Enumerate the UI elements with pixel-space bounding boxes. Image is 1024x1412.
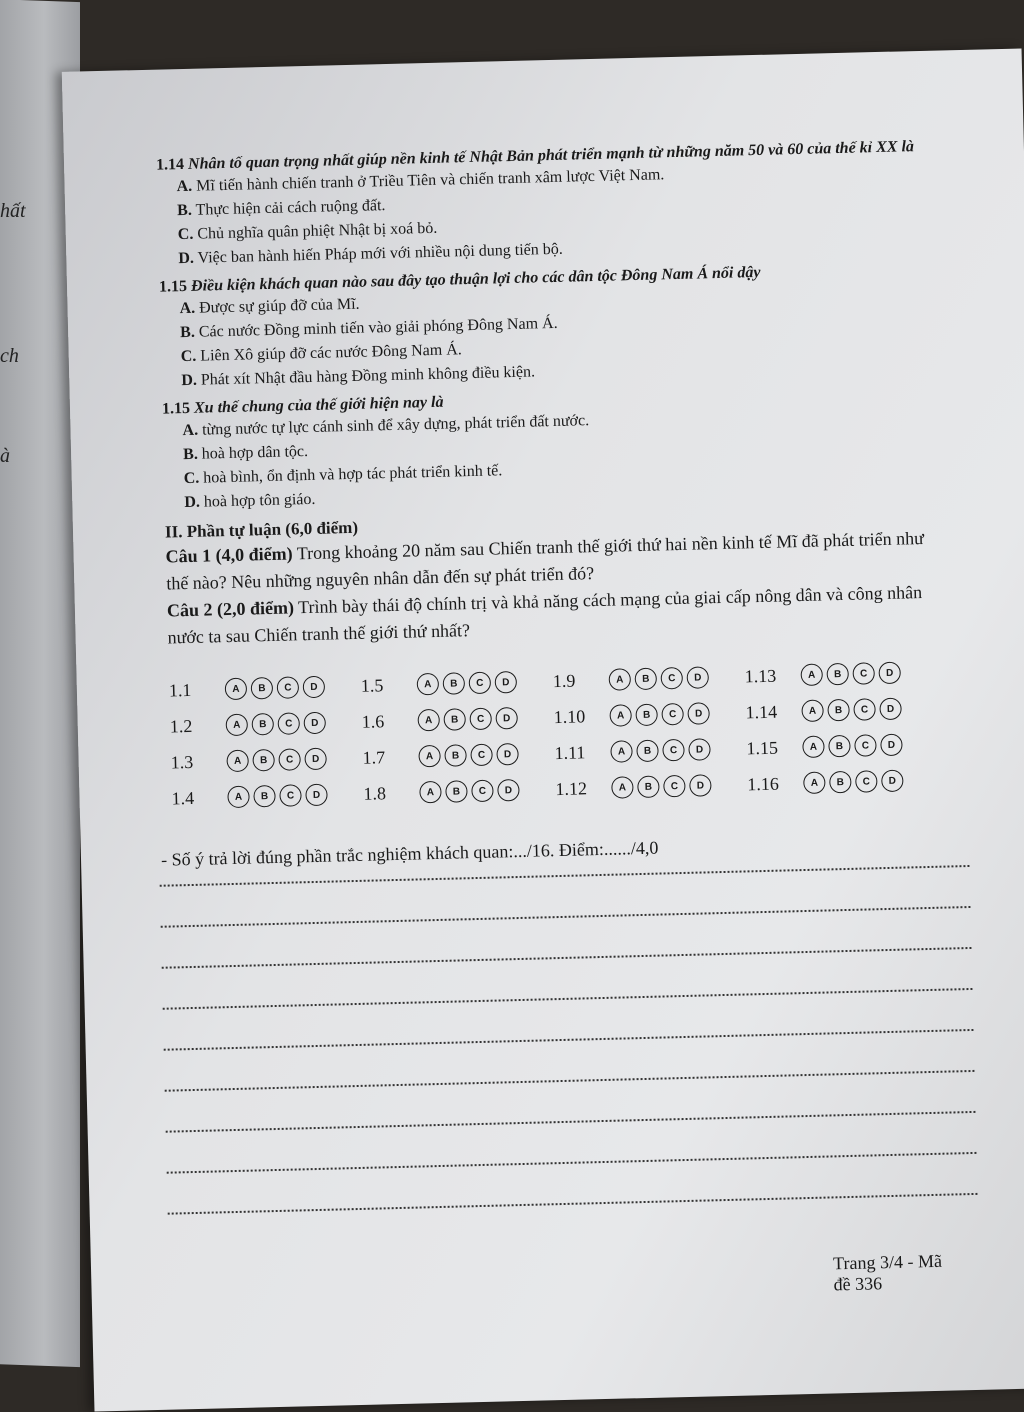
answer-item-number: 1.6: [361, 710, 385, 732]
answer-bubble[interactable]: A: [417, 709, 440, 732]
answer-bubble[interactable]: D: [689, 774, 712, 797]
answer-bubble[interactable]: C: [853, 698, 876, 721]
answer-bubble[interactable]: A: [226, 750, 249, 773]
answer-bubble[interactable]: A: [227, 786, 250, 809]
answer-bubble[interactable]: B: [253, 785, 276, 808]
question-1-15a: [159, 259, 942, 394]
answer-bubble[interactable]: C: [855, 770, 878, 793]
option-c: C. Chủ nghĩa quân phiệt Nhật bị xoá bỏ.: [177, 219, 438, 244]
answer-bubble[interactable]: B: [443, 672, 466, 695]
answer-bubble[interactable]: D: [687, 702, 710, 725]
question-1-15b: [162, 381, 945, 516]
answer-bubble[interactable]: C: [277, 676, 300, 699]
answer-bubble[interactable]: A: [419, 781, 442, 804]
option-b: B. Thực hiện cải cách ruộng đất.: [176, 197, 386, 220]
page-content: [155, 131, 948, 1295]
answer-bubble[interactable]: A: [801, 700, 824, 723]
option-d: D. Phát xít Nhật đầu hàng Đồng minh không điều kiện.: [181, 363, 536, 390]
answer-item: [361, 671, 521, 697]
option-b: B. hoà hợp dân tộc.: [182, 443, 309, 464]
answer-bubble[interactable]: D: [305, 784, 328, 807]
answer-item: [363, 779, 523, 805]
answer-bubble[interactable]: B: [251, 677, 274, 700]
answer-bubble[interactable]: A: [800, 664, 823, 687]
answer-item-number: 1.11: [554, 741, 586, 763]
answer-bubble[interactable]: C: [277, 712, 300, 735]
facing-page-fragment: à: [0, 445, 10, 467]
answer-item-number: 1.8: [363, 782, 387, 804]
answer-bubble[interactable]: C: [279, 784, 302, 807]
page-footer: Trang 3/4 - Mã đề 336: [832, 1250, 943, 1295]
option-a: A. Được sự giúp đỡ của Mĩ.: [179, 295, 360, 318]
answer-bubble[interactable]: B: [829, 771, 852, 794]
question-text: Điều kiện khách quan nào sau đây tạo thuận lợi cho các dân tộc Đông Nam Á nổi dậy: [190, 263, 761, 295]
answer-line: [168, 1193, 978, 1215]
answer-bubble[interactable]: B: [635, 668, 658, 691]
answer-bubble[interactable]: B: [827, 699, 850, 722]
answer-bubble[interactable]: C: [470, 744, 493, 767]
answer-item-number: 1.2: [169, 715, 193, 736]
answer-item-number: 1.14: [745, 701, 778, 722]
answer-item: [555, 774, 715, 800]
option-a: A. từng nước tự lực cánh sinh để xây dựng, phát triển đất nước.: [182, 412, 590, 440]
answer-item: [171, 784, 331, 810]
answer-item-number: 1.9: [552, 670, 576, 691]
facing-page-fragment: hất: [0, 200, 26, 222]
option-a: A. Mĩ tiến hành chiến tranh ở Triều Tiên và chiến tranh xâm lược Việt Nam.: [176, 166, 665, 196]
answer-bubble[interactable]: A: [609, 704, 632, 727]
answer-bubble[interactable]: B: [635, 704, 658, 727]
answer-bubble[interactable]: A: [225, 678, 248, 701]
answer-line: [161, 906, 971, 928]
answer-item: [169, 676, 329, 702]
answer-item-number: 1.7: [362, 746, 386, 768]
question-number: 1.14: [155, 155, 185, 174]
essay-heading: II. Phần tự luận (6,0 điểm): [164, 517, 359, 542]
answer-line: [163, 988, 973, 1010]
answer-item: [745, 698, 905, 724]
answer-bubble[interactable]: A: [802, 735, 825, 758]
answer-bubble[interactable]: B: [443, 708, 466, 731]
answer-bubble[interactable]: B: [637, 776, 660, 799]
answer-item-number: 1.3: [170, 751, 194, 772]
answer-bubble[interactable]: B: [252, 713, 275, 736]
answer-item: [362, 743, 522, 769]
option-d: D. Việc ban hành hiến Pháp mới với nhiều nội dung tiến bộ.: [178, 240, 563, 268]
option-c: C. Liên Xô giúp đỡ các nước Đông Nam Á.: [180, 341, 462, 366]
answer-bubble[interactable]: A: [418, 745, 441, 768]
answer-bubble[interactable]: C: [469, 708, 492, 731]
question-1-14: [156, 137, 939, 272]
answer-bubble[interactable]: D: [688, 738, 711, 761]
answer-bubble[interactable]: D: [686, 666, 709, 689]
answer-bubble[interactable]: D: [880, 734, 903, 757]
answer-item-number: 1.1: [168, 679, 192, 700]
answer-item: [747, 769, 907, 795]
score-line: - Số ý trả lời đúng phần trắc nghiệm khách quan:.../16. Điểm:....../4,0: [160, 837, 659, 870]
answer-bubble[interactable]: D: [303, 676, 326, 699]
answer-bubble[interactable]: B: [828, 735, 851, 758]
answer-item-number: 1.4: [171, 787, 195, 808]
question-text: Xu thế chung của thế giới hiện nay là: [193, 393, 444, 417]
option-b: B. Các nước Đồng minh tiến vào giải phóng Đông Nam Á.: [179, 314, 558, 342]
answer-bubble[interactable]: C: [661, 703, 684, 726]
answer-bubble[interactable]: A: [417, 673, 440, 696]
option-d: D. hoà hợp tôn giáo.: [184, 490, 316, 512]
answer-bubble[interactable]: B: [636, 740, 659, 763]
answer-bubble[interactable]: D: [496, 743, 519, 766]
answer-bubble[interactable]: A: [610, 740, 633, 763]
answer-item: [554, 738, 714, 764]
option-c: C. hoà bình, ổn định và hợp tác phát triển kinh tế.: [183, 462, 503, 488]
answer-line: [160, 865, 970, 887]
answer-grid: [168, 661, 929, 808]
answer-bubble[interactable]: A: [226, 714, 249, 737]
answer-item-number: 1.15: [746, 737, 779, 758]
answer-bubble[interactable]: A: [803, 771, 826, 794]
facing-page-fragment: ch: [0, 345, 19, 367]
answer-item: [170, 748, 330, 774]
answer-line: [165, 1070, 975, 1092]
answer-item-number: 1.10: [553, 705, 586, 727]
exam-page: [62, 48, 1024, 1411]
essay-question-2: Câu 2 (2,0 điểm) Trình bày thái độ chính trị và khả năng cách mạng của giai cấp nông dân và công nhân nước ta sau Chiến tranh thế giới thứ nhất?: [166, 582, 923, 648]
answer-item: [553, 702, 713, 728]
answer-bubble[interactable]: C: [663, 775, 686, 798]
answer-item: [361, 707, 521, 733]
answer-bubble[interactable]: B: [252, 749, 275, 772]
answer-bubble[interactable]: C: [471, 780, 494, 803]
answer-bubble[interactable]: C: [661, 667, 684, 690]
answer-item: [746, 733, 906, 759]
answer-bubble[interactable]: C: [852, 662, 875, 685]
answer-line: [167, 1152, 977, 1174]
answer-bubble[interactable]: B: [445, 780, 468, 803]
answer-line: [162, 947, 972, 969]
answer-item-number: 1.12: [555, 777, 588, 799]
answer-bubble[interactable]: A: [611, 776, 634, 799]
answer-bubble[interactable]: D: [303, 712, 326, 735]
question-number: 1.15: [161, 399, 191, 418]
answer-item-number: 1.16: [747, 773, 780, 794]
question-text: Nhân tố quan trọng nhất giúp nền kinh tế Nhật Bản phát triển mạnh từ những năm 50 và 60 của thế kỉ XX là: [187, 138, 915, 173]
answer-bubble[interactable]: C: [662, 739, 685, 762]
answer-bubble[interactable]: A: [609, 668, 632, 691]
answer-bubble[interactable]: D: [495, 671, 518, 694]
answer-bubble[interactable]: B: [826, 663, 849, 686]
answer-bubble[interactable]: C: [469, 672, 492, 695]
answer-item: [170, 712, 330, 738]
answer-bubble[interactable]: D: [495, 707, 518, 730]
answer-bubble[interactable]: D: [881, 770, 904, 793]
answer-item-number: 1.5: [360, 674, 384, 696]
question-number: 1.15: [158, 277, 188, 296]
answer-item: [553, 666, 713, 692]
essay-question-1: Câu 1 (4,0 điểm) Trong khoảng 20 năm sau Chiến tranh thế giới thứ hai nền kinh tế Mĩ đã phát triển như thế nào? Nêu những nguyên nhân dẫn đến sự phát triển đó?: [165, 528, 925, 594]
answer-line: [166, 1111, 976, 1133]
answer-bubble[interactable]: C: [278, 748, 301, 771]
answer-item: [744, 662, 904, 688]
answer-bubble[interactable]: B: [444, 744, 467, 767]
answer-bubble[interactable]: D: [879, 698, 902, 721]
answer-bubble[interactable]: D: [878, 662, 901, 685]
answer-bubble[interactable]: C: [854, 734, 877, 757]
answer-bubble[interactable]: D: [497, 779, 520, 802]
answer-item-number: 1.13: [744, 665, 777, 686]
answer-bubble[interactable]: D: [304, 748, 327, 771]
answer-line: [164, 1029, 974, 1051]
